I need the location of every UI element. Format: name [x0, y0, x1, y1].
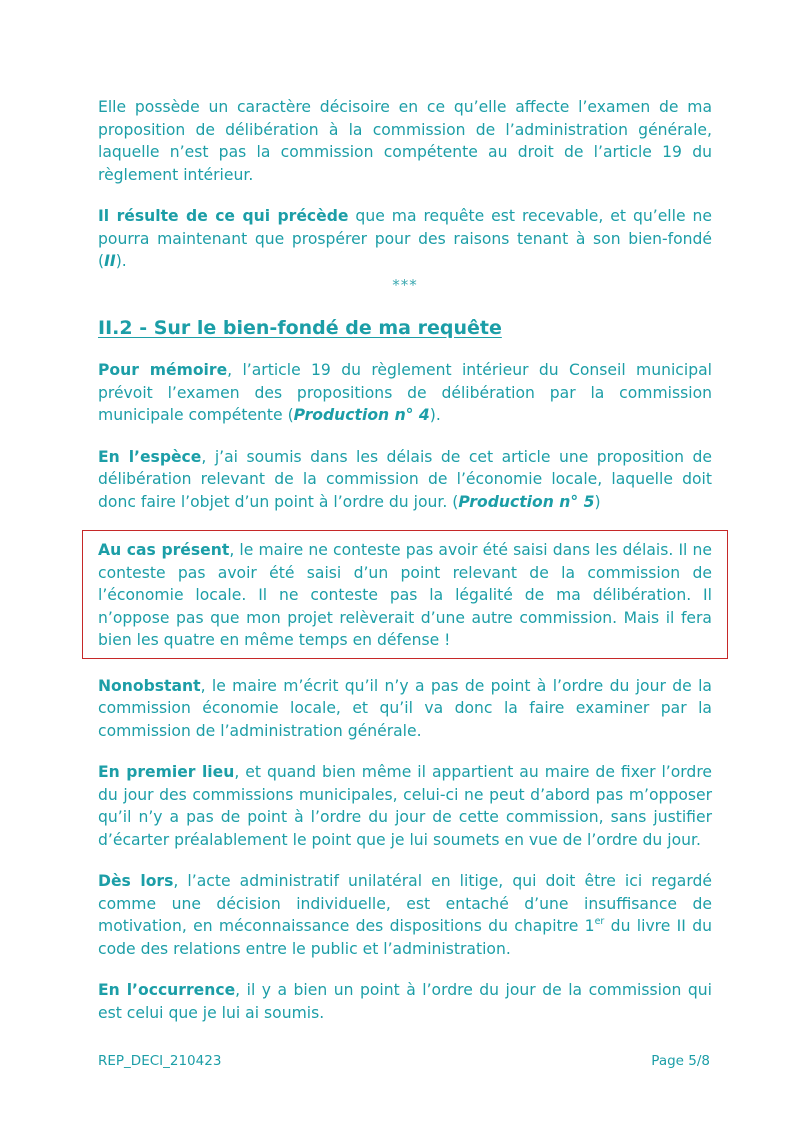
paragraph-end: ). — [115, 252, 127, 270]
paragraph-lead: En premier lieu — [98, 763, 235, 781]
paragraph-text: , j’ai soumis dans les délais de cet article une proposition de délibération relevant de la commission de l’économie locale, laquelle doit donc faire l’objet d’un point à l’ordre du jour. ( — [98, 447, 713, 511]
paragraph-lead: Il résulte de ce qui précède — [98, 207, 349, 225]
paragraph-text: Elle possède un caractère décisoire en ce qu’elle affecte l’examen de ma proposition de délibération à la commission de l’administration générale, laquelle n’est pas la commission compétente au droit de l’article 19 du règlement intérieur. — [98, 98, 712, 184]
paragraph-text: , l’acte administratif unilatéral en litige, qui doit être ici regardé comme une décision individuelle, est entaché d’une insuffisance de motivation, en méconnaissance des dispositions du chapitre 1 — [98, 872, 712, 935]
production-reference: Production n° 4 — [293, 406, 430, 424]
document-body — [98, 96, 712, 1024]
paragraph-end: ) — [594, 492, 601, 511]
paragraph-text: que ma requête est recevable, et qu’elle ne pourra maintenant que prospérer pour des raisons tenant à son bien-fondé ( — [98, 207, 712, 270]
paragraph-in-this-instance — [98, 979, 712, 1024]
paragraph-lead: En l’occurrence — [98, 981, 236, 999]
paragraph-text: , le maire m’écrit qu’il n’y a pas de point à l’ordre du jour de la commission économie locale, et qu’il va donc la faire examiner par la commission de l’administration générale. — [98, 676, 712, 740]
paragraph-nonetheless — [98, 675, 712, 743]
paragraph-end: du livre II du code des relations entre le public et l’administration. — [98, 917, 712, 958]
paragraph-in-this-case — [98, 446, 712, 514]
paragraph-end: ). — [429, 406, 441, 424]
paragraph-decisive-character — [98, 96, 712, 186]
paragraph-lead: Au cas présent — [98, 541, 230, 559]
section-separator: *** — [392, 275, 418, 294]
paragraph-text: , il y a bien un point à l’ordre du jour de la commission qui est celui que je lui ai soumis. — [98, 981, 712, 1022]
paragraph-admissibility — [98, 205, 712, 273]
paragraph-lead: Pour mémoire — [98, 361, 228, 379]
highlighted-paragraph — [82, 530, 728, 659]
document-reference: REP_DECI_210423 — [98, 1053, 222, 1069]
paragraph-text: , et quand bien même il appartient au maire de fixer l’ordre du jour des commissions municipales, celui-ci ne peut d’abord pas m’opposer qu’il n’y a pas de point à l’ordre du jour de cette commission, sans justifier d’écarter préalablement le point que je lui soumets en vue de l’ordre du jour. — [98, 763, 712, 849]
ordinal-superscript: er — [594, 916, 605, 927]
production-reference: Production n° 5 — [458, 492, 595, 511]
paragraph-lead: Nonobstant — [98, 676, 201, 695]
page-footer — [98, 1053, 710, 1069]
paragraph-consequently — [98, 870, 712, 960]
page-number: Page 5/8 — [651, 1053, 710, 1069]
section-title: II.2 - Sur le bien-fondé de ma requête — [98, 317, 502, 339]
paragraph-text: , l’article 19 du règlement intérieur du Conseil municipal prévoit l’examen des propositions de délibération par la commission municipale compétente ( — [98, 361, 712, 424]
paragraph-first-argument — [98, 761, 712, 851]
paragraph-lead: Dès lors — [98, 872, 174, 890]
paragraph-reminder — [98, 359, 712, 427]
section-reference: II — [104, 252, 116, 270]
paragraph-lead: En l’espèce — [98, 447, 202, 466]
paragraph-text: , le maire ne conteste pas avoir été saisi dans les délais. Il ne conteste pas avoir été saisi d’un point relevant de la commission de l’économie locale. Il ne conteste pas la légalité de ma délibération. Il n’oppose pas que mon projet relèverait d’une autre commission. Mais il fera bien les quatre en même temps en défense ! — [98, 541, 712, 649]
